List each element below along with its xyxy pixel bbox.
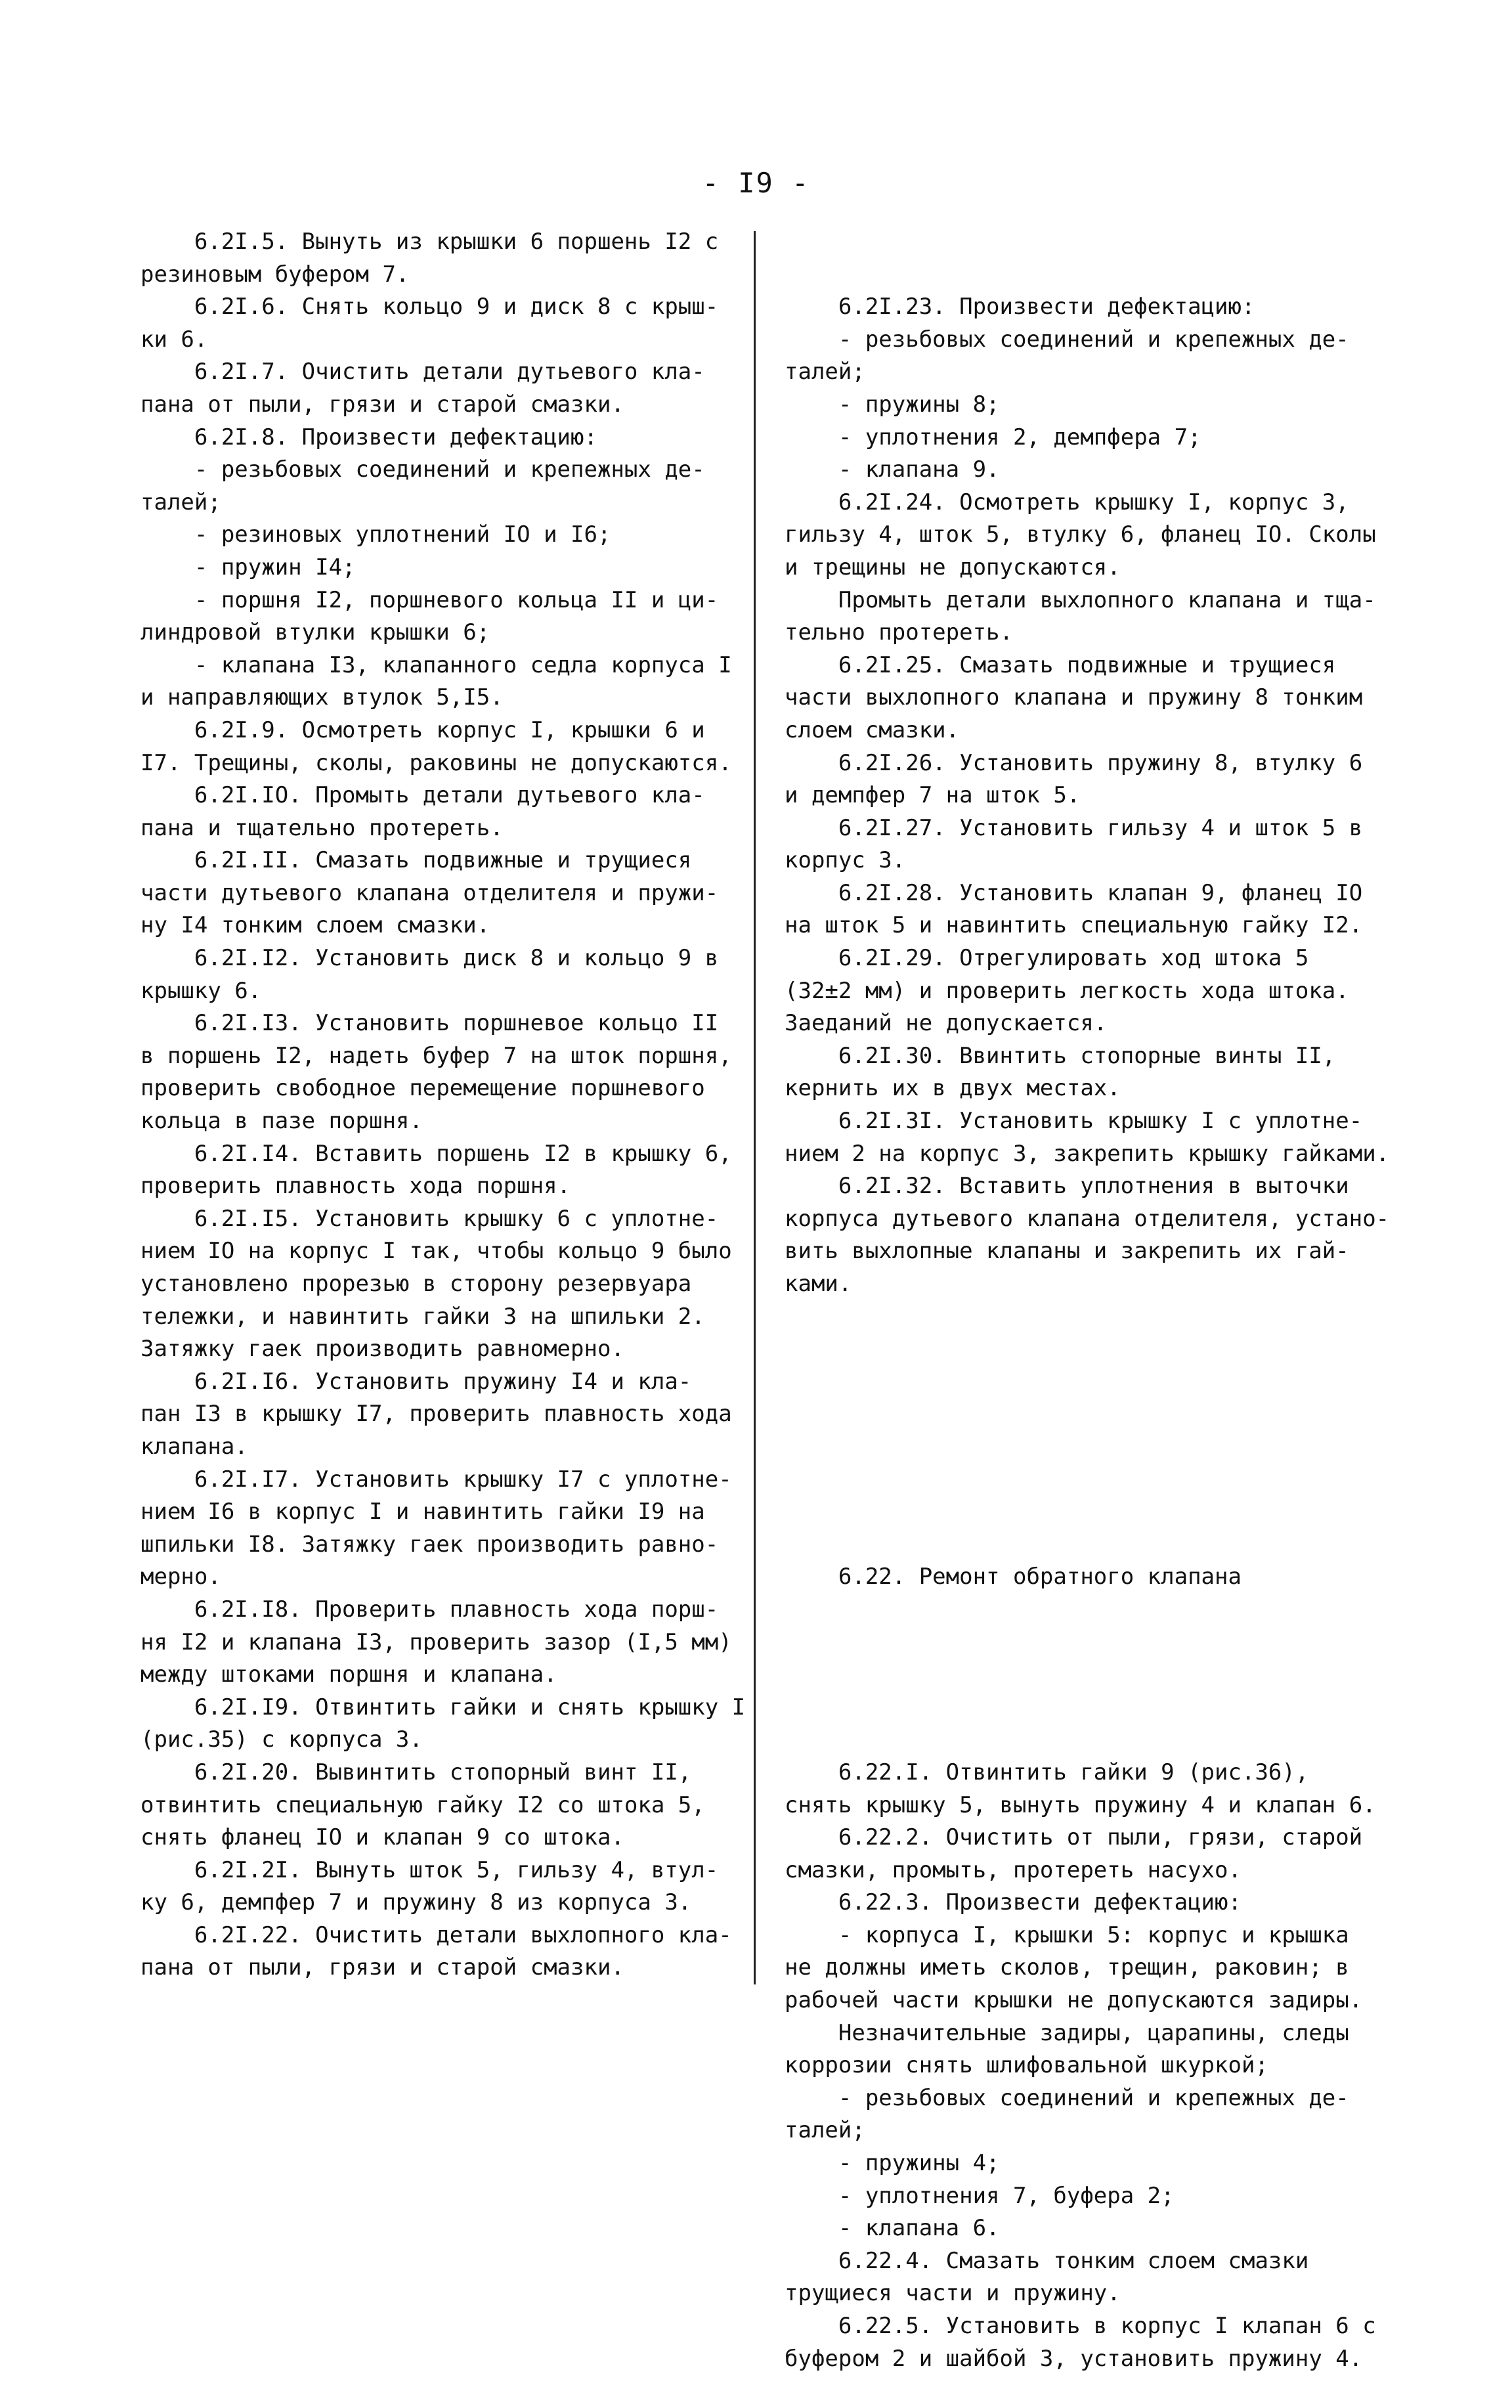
text-line: 6.2I.IO. Промыть детали дутьевого кла- — [140, 782, 705, 809]
page-number: - I9 - — [702, 167, 810, 199]
text-line: между штоками поршня и клапана. — [140, 1661, 557, 1688]
text-line: снять крышку 5, вынуть пружину 4 и клапан 6. — [785, 1791, 1376, 1818]
text-line: 6.2I.I3. Установить поршневое кольцо II — [140, 1010, 719, 1037]
text-line: 6.2I.28. Установить клапан 9, фланец IO — [785, 879, 1363, 906]
text-line: и демпфер 7 на шток 5. — [785, 782, 1081, 809]
right-column — [785, 226, 1405, 2408]
text-line: в поршень I2, надеть буфер 7 на шток поршня, — [140, 1042, 732, 1069]
text-line: I7. Трещины, сколы, раковины не допускаются. — [140, 749, 732, 776]
text-line: 6.2I.23. Произвести дефектацию: — [785, 294, 1255, 320]
text-line: - резиновых уплотнений IO и I6; — [140, 521, 611, 548]
text-line: линдровой втулки крышки 6; — [140, 619, 490, 646]
text-line: кольца в пазе поршня. — [140, 1108, 423, 1135]
blank-line — [785, 1366, 1405, 1399]
right-column-part-b — [785, 1757, 1405, 2375]
text-line: части дутьевого клапана отделителя и пружи- — [140, 879, 719, 906]
text-line: гильзу 4, шток 5, втулку 6, фланец IO. Сколы — [785, 521, 1376, 548]
text-line: слоем смазки. — [785, 716, 960, 743]
text-line: коррозии снять шлифовальной шкуркой; — [785, 2052, 1268, 2079]
text-line: корпуса дутьевого клапана отделителя, устано- — [785, 1205, 1390, 1232]
text-line: буфером 2 и шайбой 3, установить пружину 4. — [785, 2345, 1363, 2372]
text-line: не должны иметь сколов, трещин, раковин; в — [785, 1954, 1349, 1981]
text-line: 6.2I.30. Ввинтить стопорные винты II, — [785, 1042, 1336, 1069]
text-line: - клапана I3, клапанного седла корпуса I — [140, 651, 732, 678]
text-line: 6.2I.I6. Установить пружину I4 и кла- — [140, 1368, 692, 1395]
text-line: Заеданий не допускается. — [785, 1010, 1108, 1037]
text-line: 6.2I.32. Вставить уплотнения в выточки — [785, 1173, 1349, 1200]
text-line: крышку 6. — [140, 977, 262, 1004]
text-line: Промыть детали выхлопного клапана и тща- — [785, 586, 1376, 613]
text-line: - клапана 9. — [785, 456, 1000, 483]
right-column-part-a — [785, 291, 1405, 1300]
text-line: мерно. — [140, 1564, 221, 1590]
text-line: 6.22.3. Произвести дефектацию: — [785, 1889, 1242, 1916]
text-line: - пружины 8; — [785, 391, 1000, 418]
text-line: талей; — [140, 489, 221, 515]
text-line: ками. — [785, 1271, 852, 1297]
text-line: пана и тщательно протереть. — [140, 814, 504, 841]
text-line: 6.2I.7. Очистить детали дутьевого кла- — [140, 359, 705, 385]
text-line: ки 6. — [140, 326, 208, 353]
text-line: трущиеся части и пружину. — [785, 2280, 1121, 2307]
text-line: пан I3 в крышку I7, проверить плавность хода — [140, 1401, 732, 1428]
text-line: Затяжку гаек производить равномерно. — [140, 1336, 624, 1363]
text-line: 6.22.4. Смазать тонким слоем смазки — [785, 2247, 1309, 2274]
text-line: тележки, и навинтить гайки 3 на шпильки 2. — [140, 1303, 705, 1330]
text-line: 6.2I.I7. Установить крышку I7 с уплотне- — [140, 1466, 732, 1493]
text-line: пана от пыли, грязи и старой смазки. — [140, 391, 624, 418]
text-line: нием I6 в корпус I и навинтить гайки I9 на — [140, 1499, 705, 1525]
text-line: 6.22.2. Очистить от пыли, грязи, старой — [785, 1824, 1363, 1851]
text-line: части выхлопного клапана и пружину 8 тонким — [785, 684, 1363, 711]
blank-line — [785, 1464, 1405, 1497]
text-line: 6.2I.24. Осмотреть крышку I, корпус 3, — [785, 489, 1349, 515]
text-line: и направляющих втулок 5,I5. — [140, 684, 504, 711]
text-line: 6.22.5. Установить в корпус I клапан 6 с — [785, 2313, 1376, 2339]
text-line: отвинтить специальную гайку I2 со штока 5, — [140, 1791, 705, 1818]
text-line: - резьбовых соединений и крепежных де- — [140, 456, 705, 483]
text-line: снять фланец IO и клапан 9 со штока. — [140, 1824, 624, 1851]
text-line: - резьбовых соединений и крепежных де- — [785, 326, 1349, 353]
text-line: корпус 3. — [785, 847, 906, 874]
text-line: 6.2I.25. Смазать подвижные и трущиеся — [785, 651, 1336, 678]
text-line: кернить их в двух местах. — [785, 1075, 1121, 1102]
text-line: клапана. — [140, 1433, 248, 1460]
text-line: - пружины 4; — [785, 2150, 1000, 2177]
text-line: вить выхлопные клапаны и закрепить их гай- — [785, 1238, 1349, 1265]
text-line: 6.2I.3I. Установить крышку I с уплотне- — [785, 1108, 1363, 1135]
text-line: рабочей части крышки не допускаются задиры. — [785, 1987, 1363, 2014]
text-line: 6.2I.6. Снять кольцо 9 и диск 8 с крыш- — [140, 294, 719, 320]
section-heading: 6.22. Ремонт обратного клапана — [785, 1564, 1242, 1590]
text-line: - уплотнения 2, демпфера 7; — [785, 424, 1201, 450]
text-line: - резьбовых соединений и крепежных де- — [785, 2084, 1349, 2111]
text-line: нием 2 на корпус 3, закрепить крышку гайками. — [785, 1140, 1390, 1167]
text-line: 6.2I.I9. Отвинтить гайки и снять крышку I — [140, 1694, 746, 1720]
text-line: резиновым буфером 7. — [140, 261, 410, 288]
text-line: 6.2I.29. Отрегулировать ход штока 5 — [785, 945, 1309, 972]
left-column — [140, 226, 745, 1984]
text-line: 6.2I.22. Очистить детали выхлопного кла- — [140, 1921, 732, 1948]
blank-line — [785, 1659, 1405, 1692]
column-divider — [754, 231, 756, 1984]
text-line: - клапана 6. — [785, 2215, 1000, 2242]
text-line: - пружин I4; — [140, 554, 356, 580]
text-line: 6.2I.I4. Вставить поршень I2 в крышку 6, — [140, 1140, 732, 1167]
text-line: 6.2I.26. Установить пружину 8, втулку 6 — [785, 749, 1363, 776]
text-line: 6.2I.I2. Установить диск 8 и кольцо 9 в — [140, 945, 719, 972]
text-line: - поршня I2, поршневого кольца II и ци- — [140, 586, 719, 613]
text-line: ну I4 тонким слоем смазки. — [140, 912, 490, 939]
text-line: 6.2I.I5. Установить крышку 6 с уплотне- — [140, 1205, 719, 1232]
text-line: проверить плавность хода поршня. — [140, 1173, 571, 1200]
text-line: смазки, промыть, протереть насухо. — [785, 1856, 1242, 1883]
text-line: 6.2I.I8. Проверить плавность хода порш- — [140, 1596, 719, 1623]
text-line: Незначительные задиры, царапины, следы — [785, 2019, 1349, 2046]
text-line: 6.2I.20. Вывинтить стопорный винт II, — [140, 1759, 692, 1785]
text-line: 6.2I.II. Смазать подвижные и трущиеся — [140, 847, 692, 874]
text-line: шпильки I8. Затяжку гаек производить равно- — [140, 1531, 719, 1558]
text-line: проверить свободное перемещение поршневого — [140, 1075, 705, 1102]
text-line: 6.2I.2I. Вынуть шток 5, гильзу 4, втул- — [140, 1856, 719, 1883]
text-line: 6.22.I. Отвинтить гайки 9 (рис.36), — [785, 1759, 1309, 1785]
text-line: нием IO на корпус I так, чтобы кольцо 9 было — [140, 1238, 732, 1265]
text-line: талей; — [785, 359, 865, 385]
text-line: ня I2 и клапана I3, проверить зазор (I,5 мм) — [140, 1629, 732, 1655]
text-line: - уплотнения 7, буфера 2; — [785, 2182, 1175, 2209]
text-line: тельно протереть. — [785, 619, 1013, 646]
text-line: установлено прорезью в сторону резервуара — [140, 1271, 692, 1297]
text-line: пана от пыли, грязи и старой смазки. — [140, 1954, 624, 1981]
text-line: и трещины не допускаются. — [785, 554, 1121, 580]
text-line: (рис.35) с корпуса 3. — [140, 1726, 423, 1753]
text-line: ку 6, демпфер 7 и пружину 8 из корпуса 3. — [140, 1889, 692, 1916]
text-line: 6.2I.27. Установить гильзу 4 и шток 5 в — [785, 814, 1363, 841]
text-line: 6.2I.5. Вынуть из крышки 6 поршень I2 с — [140, 229, 719, 255]
text-line: (32±2 мм) и проверить легкость хода штока. — [785, 977, 1349, 1004]
text-line: - корпуса I, крышки 5: корпус и крышка — [785, 1921, 1349, 1948]
text-line: на шток 5 и навинтить специальную гайку I2. — [785, 912, 1363, 939]
text-line: 6.2I.9. Осмотреть корпус I, крышки 6 и — [140, 716, 705, 743]
text-line: талей; — [785, 2117, 865, 2144]
text-line: 6.2I.8. Произвести дефектацию: — [140, 424, 597, 450]
